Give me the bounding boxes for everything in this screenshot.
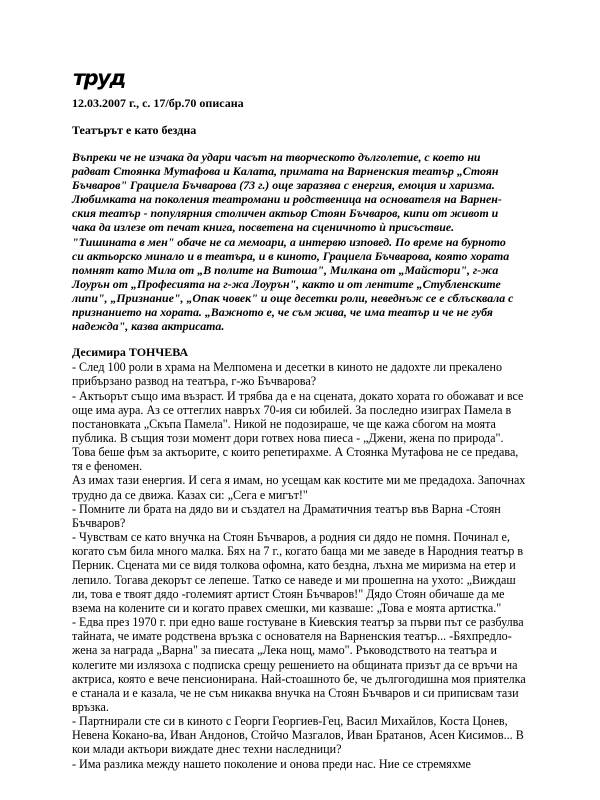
body-line: - Едва през 1970 г. при едно ваше гостуване в Киевския театър за първи път се разбулва (72, 615, 524, 630)
body-line: връзка. (72, 699, 109, 714)
body-line: ли, това е твоят дядо -големият артист Стоян Бъчваров!" Дядо Стоян обичаше да ме (72, 586, 505, 601)
lead-line: липи", „Признание", „Опак човек" и още десетки роли, неведнъж се е сблъсквала с (72, 290, 514, 305)
body-line: Бъчваров? (72, 515, 126, 530)
lead-line: ския театър - популярния столичен актьор Стоян Бъчваров, кипи от живот и (72, 206, 499, 221)
body-line: лепило. Тогава декорът се лепеше. Татко се наведе и ми прошепна на ухото: „Виждаш (72, 572, 516, 587)
body-line: тя е феномен. (72, 459, 143, 474)
lead-line: Любимката на поколения театромани и родственица на основателя на Варнен- (72, 192, 502, 207)
body-line: трудно да се движа. Казах си: „Сега е мигът!" (72, 487, 308, 502)
body-line: - Партнирали сте си в киното с Георги Георгиев-Гец, Васил Михайлов, Коста Цонев, (72, 714, 508, 729)
lead-line: си актьорско минало и в театъра, и в киното, Грациела Бъчварова, която хората (72, 248, 510, 263)
body-line: Невена Кокано-ва, Иван Андонов, Стойчо Мазгалов, Иван Братанов, Асен Кисимов... В (72, 728, 524, 743)
publication-meta: 12.03.2007 г., с. 17/бр.70 описана (72, 96, 244, 110)
lead-line: "Тишината в мен" обаче не са мемоари, а интервю изповед. По време на бурното (72, 234, 506, 249)
lead-line: надежда", казва актрисата. (72, 319, 225, 334)
lead-line: Лоурън от „Професията на г-жа Лоурън", както и от лентите „Стубленските (72, 276, 501, 291)
body-line: още има аура. Аз се оттеглих навръх 70-ия си юбилей. За последно изиграх Памела в (72, 402, 512, 417)
svg-text:труд: труд (73, 66, 125, 90)
body-line: жена за награда „Варна" за пиесата „Лека нощ, мамо". Ръководството на театъра и (72, 643, 497, 658)
body-line: кои млади актьори виждате днес техни наследници? (72, 742, 342, 757)
body-line: актриса, която е вече пенсионирана. Най-стоашното бе, че дългогодишна моя приятелка (72, 671, 526, 686)
lead-line: радват Стоянка Мутафова и Калата, примата на Варненския театър „Стоян (72, 164, 499, 179)
body-line: прибързано развод на театъра, г-жо Бъчварова? (72, 374, 317, 389)
body-line: взема на колените си и когато правех смешки, ми казваше: „Това е моята артистка." (72, 600, 502, 615)
lead-line: Въпреки че не изчака да удари часът на творческото дълголетие, с което ни (72, 150, 481, 164)
body-line: - Помните ли брата на дядо ви и създател на Драматичния театър във Варна -Стоян (72, 501, 501, 516)
body-line: Аз имах тази енергия. И сега я имам, но усещам как костите ми ме предадоха. Започнах (72, 473, 526, 488)
article-body (72, 360, 572, 771)
body-line: - Има разлика между нашето поколение и онова преди нас. Ние се стремяхме (72, 756, 471, 771)
body-line: Перник. Сцената ми се видя толкова офомна, като бездна, лъхна ме миризма на етер и (72, 558, 516, 573)
body-line: - След 100 роли в храма на Мелпомена и десетки в киното не дадохте ли прекалено (72, 360, 503, 375)
body-line: колегите ми излязоха с подписка срещу решението на общината призът да се връчи на (72, 657, 518, 672)
article-headline: Театърът е като бездна (72, 123, 197, 137)
trud-logo-icon (72, 66, 136, 96)
lead-line: признанието на хората. „Важното е, че съм жива, че има театър и че не губя (72, 305, 493, 320)
lead-line: Бъчваров" Грациела Бъчварова (73 г.) още заразява с енергия, емоция и харизма. (72, 178, 495, 193)
article-page (72, 66, 572, 771)
article-lead (72, 150, 572, 333)
body-line: тайната, че имате родствена връзка с основателя на Варненския театър... -Бяхпредло- (72, 629, 512, 644)
lead-line: чака да излезе от печат книга, посветена на сценичното ѝ присъствие. (72, 220, 455, 235)
newspaper-logo (72, 66, 572, 96)
body-line: Това беше фъм за актьорите, с които репетирахме. А Стоянка Мутафова не се предава, (72, 445, 519, 460)
body-line: - Актьорът също има възраст. И трябва да е на сцената, докато хората го обожават и все (72, 388, 524, 403)
body-line: - Чувствам се като внучка на Стоян Бъчваров, а родния си дядо не помня. Починал е, (72, 530, 510, 545)
body-line: постановката „Скъпа Памела". Никой не подозираше, че ще кажа сбогом на моята (72, 416, 496, 431)
lead-line: помнят като Мила от „В полите на Витоша", Милкана от „Майстори", г-жа (72, 262, 499, 277)
body-line: когато съм била много малка. Бях на 7 г., когато баща ми ме заведе в Народния театър в (72, 544, 524, 559)
article-author: Десимира ТОНЧЕВА (72, 345, 189, 360)
body-line: е станала и е казала, че не съм никаква внучка на Стоян Бъчваров и си приписвам тази (72, 685, 519, 700)
body-line: публика. В същия този момент дори готвех нова пиеса - „Джени, жена по природа". (72, 431, 504, 445)
